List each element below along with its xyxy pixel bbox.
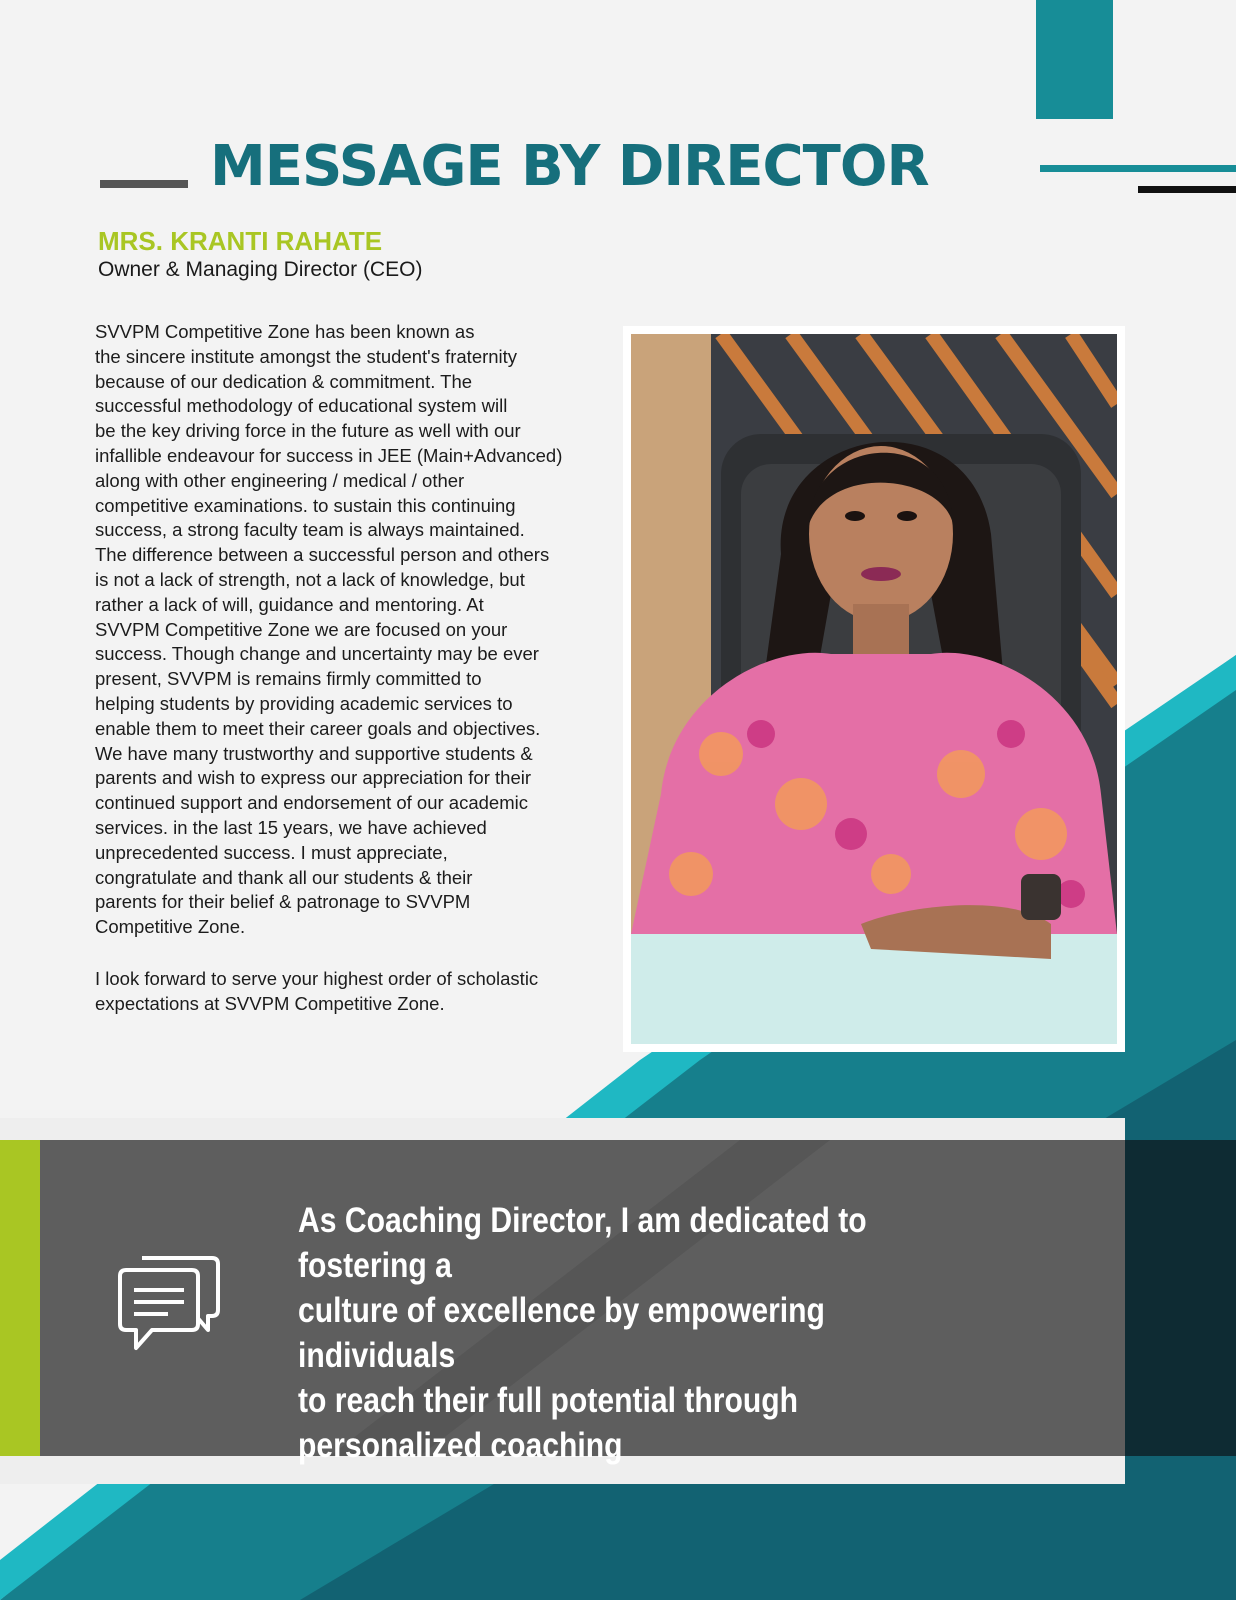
page-title: MESSAGE BY DIRECTOR bbox=[210, 134, 929, 199]
director-photo-frame bbox=[623, 326, 1125, 1052]
director-quote: As Coaching Director, I am dedicated to fostering a culture of excellence by empowering individuals to reach their full potential through personalized coaching bbox=[298, 1201, 867, 1465]
title-dash bbox=[100, 180, 188, 188]
director-portrait-illustration bbox=[631, 334, 1117, 1044]
banner-right-extension bbox=[1125, 1140, 1236, 1456]
director-role: Owner & Managing Director (CEO) bbox=[98, 258, 423, 281]
message-body: SVVPM Competitive Zone has been known as the sincere institute amongst the student's fraternity because of our dedication & commitment. The successful methodology of educational system will be the key driving force in the future as well with our infallible endeavour for success in JEE (Main+Advanced) along with other engineering / medical / other competitive examinations. to sustain this continuing success, a strong faculty team is always maintained. The difference between a successful person and others is not a lack of strength, not a lack of knowledge, but rather a lack of will, guidance and mentoring. At SVVPM Competitive Zone we are focused on your success. Though change and uncertainty may be ever present, SVVPM is remains firmly committed to helping students by providing academic services to enable them to meet their career goals and objectives. We have many trustworthy and supportive students & parents and wish to express our appreciation for their continued support and endorsement of our academic services. in the last 15 years, we have achieved unprecedented success. I must appreciate, congratulate and thank all our students & their parents for their belief & patronage to SVVPM Competitive Zone. bbox=[95, 321, 563, 938]
message-closing: I look forward to serve your highest order of scholastic expectations at SVVPM Competitive Zone. bbox=[95, 968, 539, 1014]
director-name: MRS. KRANTI RAHATE bbox=[98, 226, 383, 256]
chat-bubbles-icon bbox=[112, 1250, 224, 1354]
director-photo bbox=[631, 334, 1117, 1044]
black-header-line bbox=[1138, 186, 1236, 193]
teal-header-line bbox=[1040, 165, 1236, 172]
banner-accent-bar bbox=[0, 1140, 40, 1456]
top-teal-block bbox=[1036, 0, 1113, 119]
